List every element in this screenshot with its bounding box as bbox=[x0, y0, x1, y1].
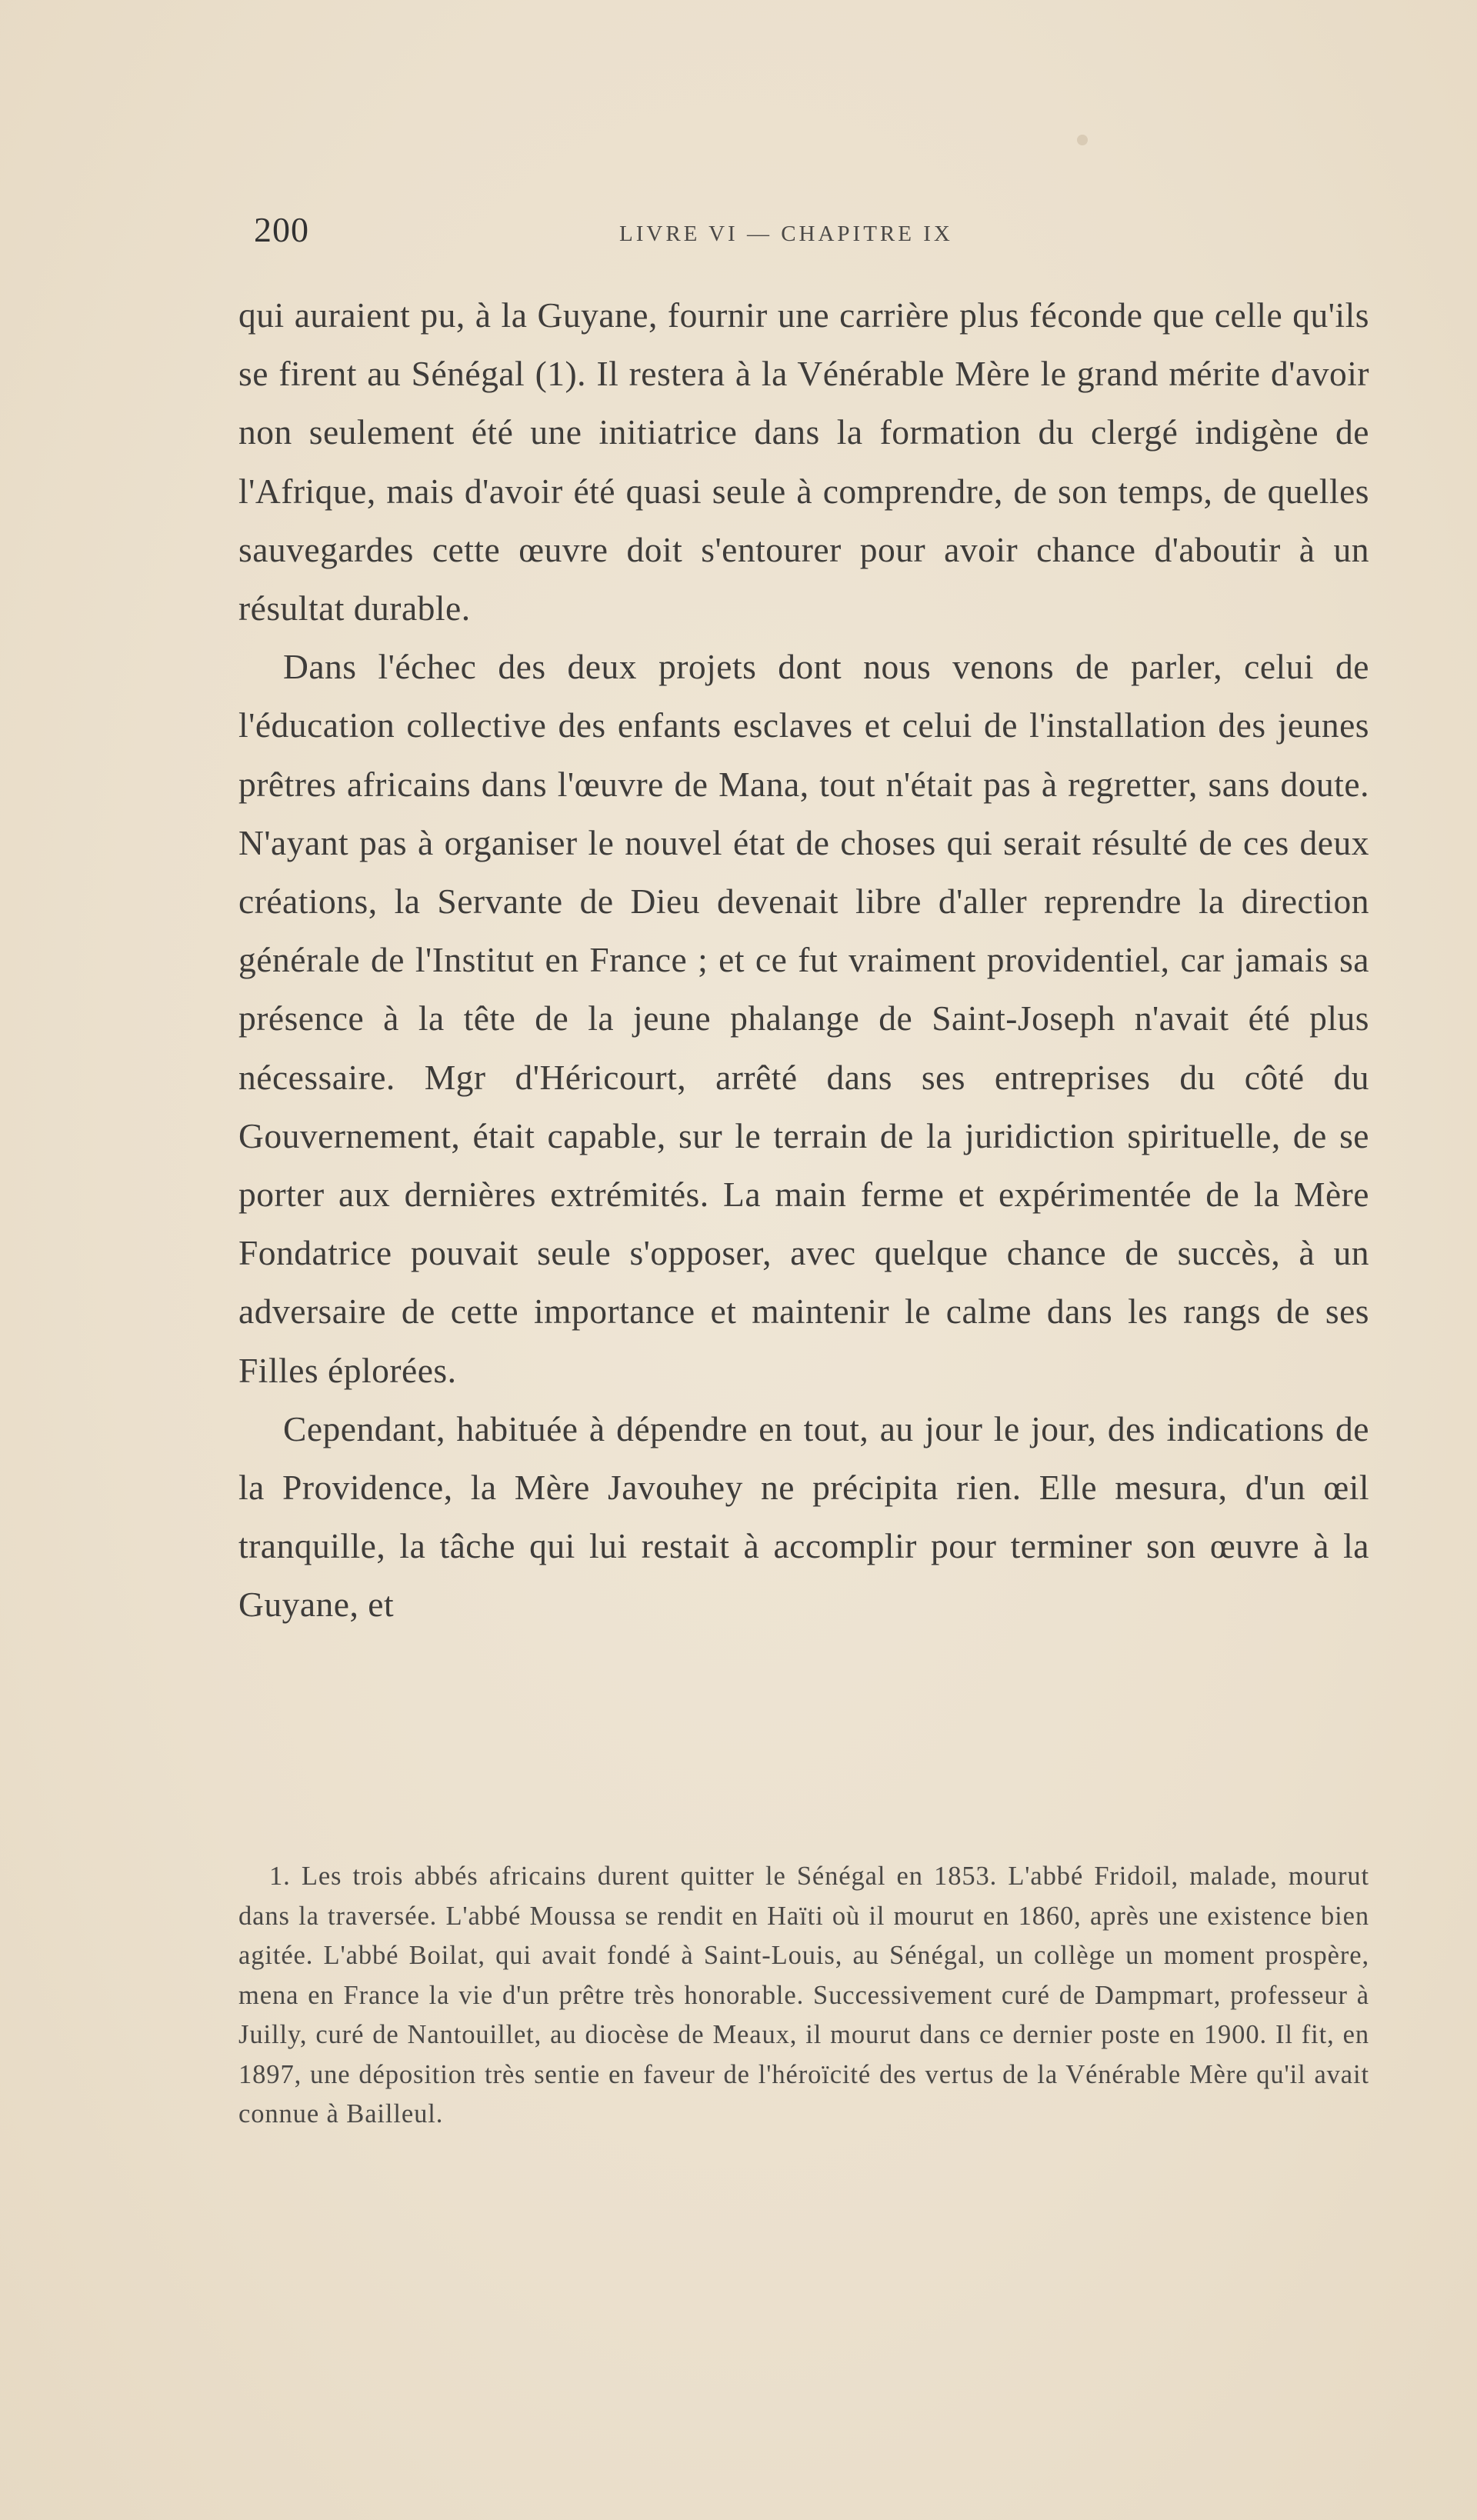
page-header bbox=[254, 209, 1381, 255]
main-text bbox=[238, 286, 1369, 1635]
paragraph-1: qui auraient pu, à la Guyane, fournir une carrière plus féconde que celle qu'ils se firent au Sénégal (1). Il restera à la Vénérable Mère le grand mérite d'avoir non seulement été une initiatrice dans la formation du clergé indigène de l'Afrique, mais d'avoir été quasi seule à comprendre, de son temps, de quelles sauvegardes cette œuvre doit s'entourer pour avoir chance d'aboutir à un résultat durable. bbox=[238, 295, 1369, 628]
paper-stain bbox=[1077, 135, 1088, 145]
running-head: LIVRE VI — CHAPITRE IX bbox=[619, 222, 953, 246]
paragraph-3: Cependant, habituée à dépendre en tout, au jour le jour, des indications de la Providence, la Mère Javouhey ne précipita rien. Elle mesura, d'un œil tranquille, la tâche qui lui restait à accomplir pour terminer son œuvre à la Guyane, et bbox=[238, 1408, 1369, 1625]
footnotes bbox=[238, 1857, 1369, 2135]
page-number: 200 bbox=[254, 210, 309, 249]
paragraph-2: Dans l'échec des deux projets dont nous venons de parler, celui de l'éducation collective des enfants esclaves et celui de l'installation des jeunes prêtres africains dans l'œuvre de Mana, tout n'était pas à regretter, sans doute. N'ayant pas à organiser le nouvel état de choses qui serait résulté de ces deux créations, la Servante de Dieu devenait libre d'aller reprendre la direction générale de l'Institut en France ; et ce fut vraiment providentiel, car jamais sa présence à la tête de la jeune phalange de Saint-Joseph n'avait été plus nécessaire. Mgr d'Héricourt, arrêté dans ses entreprises du côté du Gouvernement, était capable, sur le terrain de la juridiction spirituelle, de se porter aux dernières extrémités. La main ferme et expérimentée de la Mère Fondatrice pouvait seule s'opposer, avec quelque chance de succès, à un adversaire de cette importance et maintenir le calme dans les rangs de ses Filles éplorées. bbox=[238, 647, 1369, 1390]
footnote-1: 1. Les trois abbés africains durent quitter le Sénégal en 1853. L'abbé Fridoil, malade, mourut dans la traversée. L'abbé Moussa se rendit en Haïti où il mourut en 1860, après une existence bien agitée. L'abbé Boilat, qui avait fondé à Saint-Louis, au Sénégal, un collège un moment prospère, mena en France la vie d'un prêtre très honorable. Successivement curé de Dampmart, professeur à Juilly, curé de Nantouillet, au diocèse de Meaux, il mourut dans ce dernier poste en 1900. Il fit, en 1897, une déposition très sentie en faveur de l'héroïcité des vertus de la Vénérable Mère qu'il avait connue à Bailleul. bbox=[238, 1862, 1369, 2128]
